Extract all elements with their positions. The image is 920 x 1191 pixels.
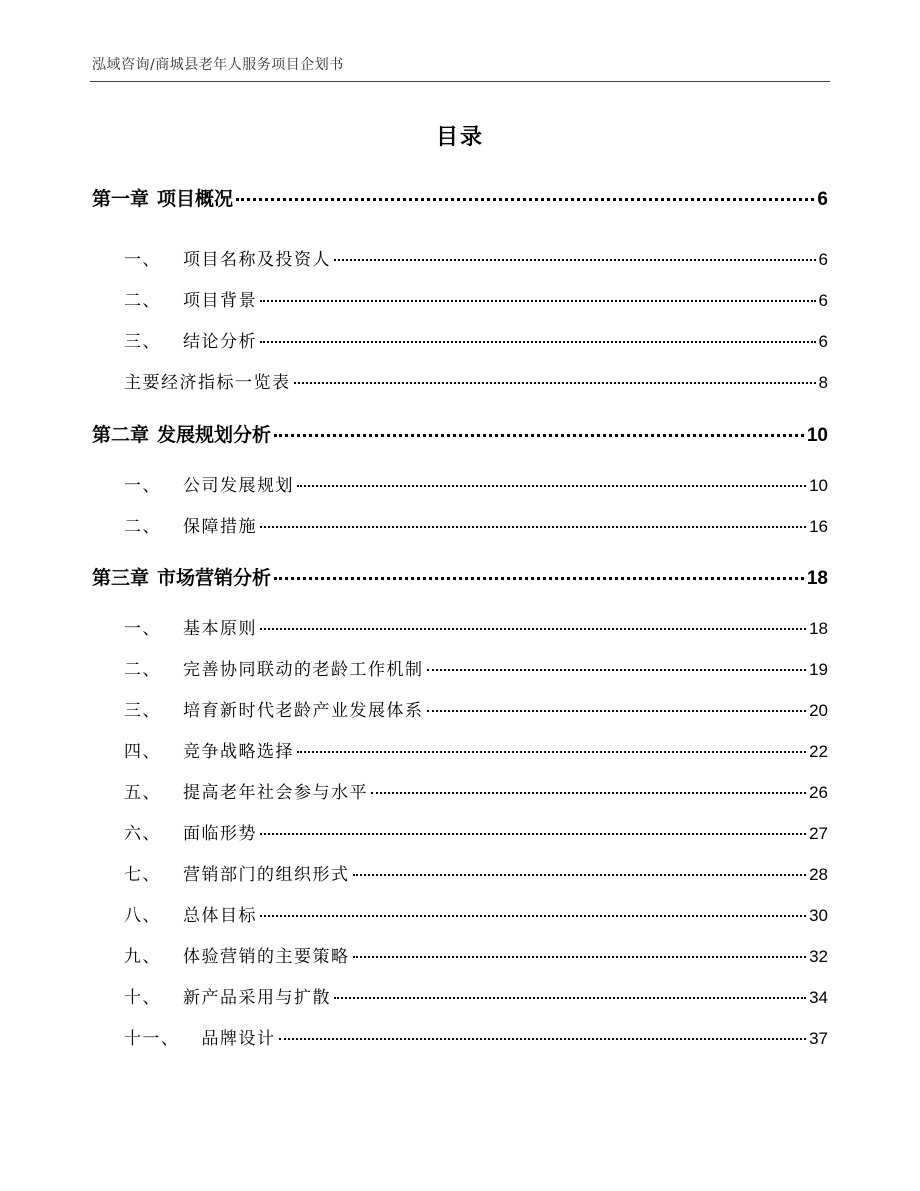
toc-page-number: 28	[809, 865, 828, 884]
toc-entry-title: 主要经济指标一览表	[124, 373, 291, 393]
toc-page-number: 6	[818, 250, 828, 269]
toc-entry-title: 面临形势	[183, 824, 257, 844]
toc-page-number: 6	[818, 332, 828, 351]
toc-entry-label	[124, 983, 331, 1008]
dot-leader	[260, 628, 806, 630]
dot-leader	[260, 341, 816, 343]
toc-entry-label	[124, 819, 257, 844]
toc-page-number: 10	[806, 425, 828, 446]
toc-section-entry[interactable]	[124, 942, 828, 967]
dot-leader	[260, 300, 816, 302]
toc-entry-number: 四、	[124, 742, 161, 762]
toc-entry-title: 项目背景	[183, 291, 257, 311]
dot-leader	[236, 198, 814, 201]
dot-leader	[274, 434, 804, 437]
toc-entry-number: 第三章	[92, 567, 150, 589]
toc-entry-label	[124, 614, 257, 639]
toc-entry-title: 发展规划分析	[157, 424, 272, 446]
toc-section-entry[interactable]	[124, 368, 828, 393]
toc-page-number: 34	[809, 988, 828, 1007]
toc-entry-label	[92, 420, 271, 447]
toc-entry-label	[124, 778, 368, 803]
toc-chapter-entry[interactable]	[92, 563, 828, 590]
toc-entry-title: 新产品采用与扩散	[183, 988, 331, 1008]
toc-entry-number: 九、	[124, 947, 161, 967]
toc-section-entry[interactable]	[124, 614, 828, 639]
toc-section-entry[interactable]	[124, 327, 828, 352]
toc-section-entry[interactable]	[124, 512, 828, 537]
toc-section-entry[interactable]	[124, 1024, 828, 1049]
toc-entry-number: 第一章	[92, 188, 150, 210]
toc-section-entry[interactable]	[124, 696, 828, 721]
toc-entry-title: 体验营销的主要策略	[183, 947, 350, 967]
toc-entry-title: 基本原则	[183, 619, 257, 639]
toc-entry-number: 七、	[124, 865, 161, 885]
toc-entry-title: 总体目标	[183, 906, 257, 926]
toc-entry-label	[124, 1024, 276, 1049]
toc-entry-label	[92, 184, 233, 211]
toc-entry-label	[124, 368, 291, 393]
dot-leader	[334, 259, 816, 261]
toc-section-entry[interactable]	[124, 901, 828, 926]
dot-leader	[260, 915, 806, 917]
toc-entry-number: 十一、	[124, 1029, 180, 1049]
toc-section-entry[interactable]	[124, 983, 828, 1008]
toc-section-entry[interactable]	[124, 655, 828, 680]
toc-section-entry[interactable]	[124, 737, 828, 762]
dot-leader	[297, 751, 806, 753]
toc-entry-label	[124, 245, 331, 270]
toc-page-number: 8	[818, 373, 828, 392]
toc-entry-title: 市场营销分析	[157, 567, 272, 589]
toc-entry-number: 一、	[124, 250, 161, 270]
toc-entry-title: 公司发展规划	[183, 476, 294, 496]
toc-entry-label	[124, 737, 294, 762]
dot-leader	[260, 526, 806, 528]
toc-page-number: 16	[809, 517, 828, 536]
toc-page-number: 32	[809, 947, 828, 966]
toc-entry-number: 五、	[124, 783, 161, 803]
toc-section-entry[interactable]	[124, 245, 828, 270]
toc-entry-number: 八、	[124, 906, 161, 926]
toc-chapter-entry[interactable]	[92, 420, 828, 447]
dot-leader	[279, 1038, 807, 1040]
dot-leader	[260, 833, 806, 835]
toc-page-number: 20	[809, 701, 828, 720]
toc-page-number: 30	[809, 906, 828, 925]
toc-entry-title: 品牌设计	[201, 1029, 276, 1049]
toc-section-entry[interactable]	[124, 778, 828, 803]
toc-page-number: 6	[818, 291, 828, 310]
toc-entry-number: 二、	[124, 660, 161, 680]
dot-leader	[427, 710, 807, 712]
toc-page-number: 18	[809, 619, 828, 638]
toc-entry-label	[124, 655, 424, 680]
header-divider	[90, 81, 830, 82]
dot-leader	[353, 956, 807, 958]
toc-section-entry[interactable]	[124, 860, 828, 885]
toc-section-entry[interactable]	[124, 471, 828, 496]
toc-entry-number: 一、	[124, 476, 161, 496]
toc-entry-number: 三、	[124, 701, 161, 721]
toc-entry-title: 项目概况	[157, 188, 234, 210]
toc-entry-number: 第二章	[92, 424, 150, 446]
toc-entry-number: 十、	[124, 988, 161, 1008]
toc-page-number: 27	[809, 824, 828, 843]
toc-title: 目录	[435, 125, 484, 150]
toc-page-number: 37	[809, 1029, 828, 1048]
toc-entry-label	[124, 942, 350, 967]
toc-page-number: 19	[809, 660, 828, 679]
dot-leader	[353, 874, 807, 876]
toc-entry-title: 竞争战略选择	[183, 742, 294, 762]
toc-entry-label	[124, 471, 294, 496]
dot-leader	[297, 485, 806, 487]
toc-entry-label	[92, 563, 271, 590]
toc-section-entry[interactable]	[124, 286, 828, 311]
toc-entry-label	[124, 696, 424, 721]
toc-page-number: 22	[809, 742, 828, 761]
toc-entry-title: 项目名称及投资人	[183, 250, 331, 270]
toc-entry-label	[124, 286, 257, 311]
toc-entry-label	[124, 512, 257, 537]
toc-page-number: 10	[809, 476, 828, 495]
toc-entry-number: 六、	[124, 824, 161, 844]
toc-entry-number: 二、	[124, 517, 161, 537]
toc-entry-title: 提高老年社会参与水平	[183, 783, 368, 803]
dot-leader	[334, 997, 806, 999]
dot-leader	[427, 669, 807, 671]
toc-chapter-entry[interactable]	[92, 184, 828, 211]
toc-entry-label	[124, 860, 350, 885]
toc-entry-number: 三、	[124, 332, 161, 352]
page-header: 泓域咨询/商城县老年人服务项目企划书	[92, 57, 344, 73]
toc-entry-title: 营销部门的组织形式	[183, 865, 350, 885]
toc-entry-label	[124, 327, 257, 352]
dot-leader	[274, 577, 804, 580]
dot-leader	[294, 382, 816, 384]
toc-entry-title: 培育新时代老龄产业发展体系	[183, 701, 424, 721]
toc-entry-label	[124, 901, 257, 926]
toc-entry-title: 保障措施	[183, 517, 257, 537]
toc-entry-number: 二、	[124, 291, 161, 311]
toc-section-entry[interactable]	[124, 819, 828, 844]
toc-page-number: 26	[809, 783, 828, 802]
toc-entry-title: 完善协同联动的老龄工作机制	[183, 660, 424, 680]
toc-entry-title: 结论分析	[183, 332, 257, 352]
toc-page-number: 18	[806, 568, 828, 589]
toc-page-number: 6	[817, 189, 828, 210]
dot-leader	[371, 792, 806, 794]
toc-entry-number: 一、	[124, 619, 161, 639]
